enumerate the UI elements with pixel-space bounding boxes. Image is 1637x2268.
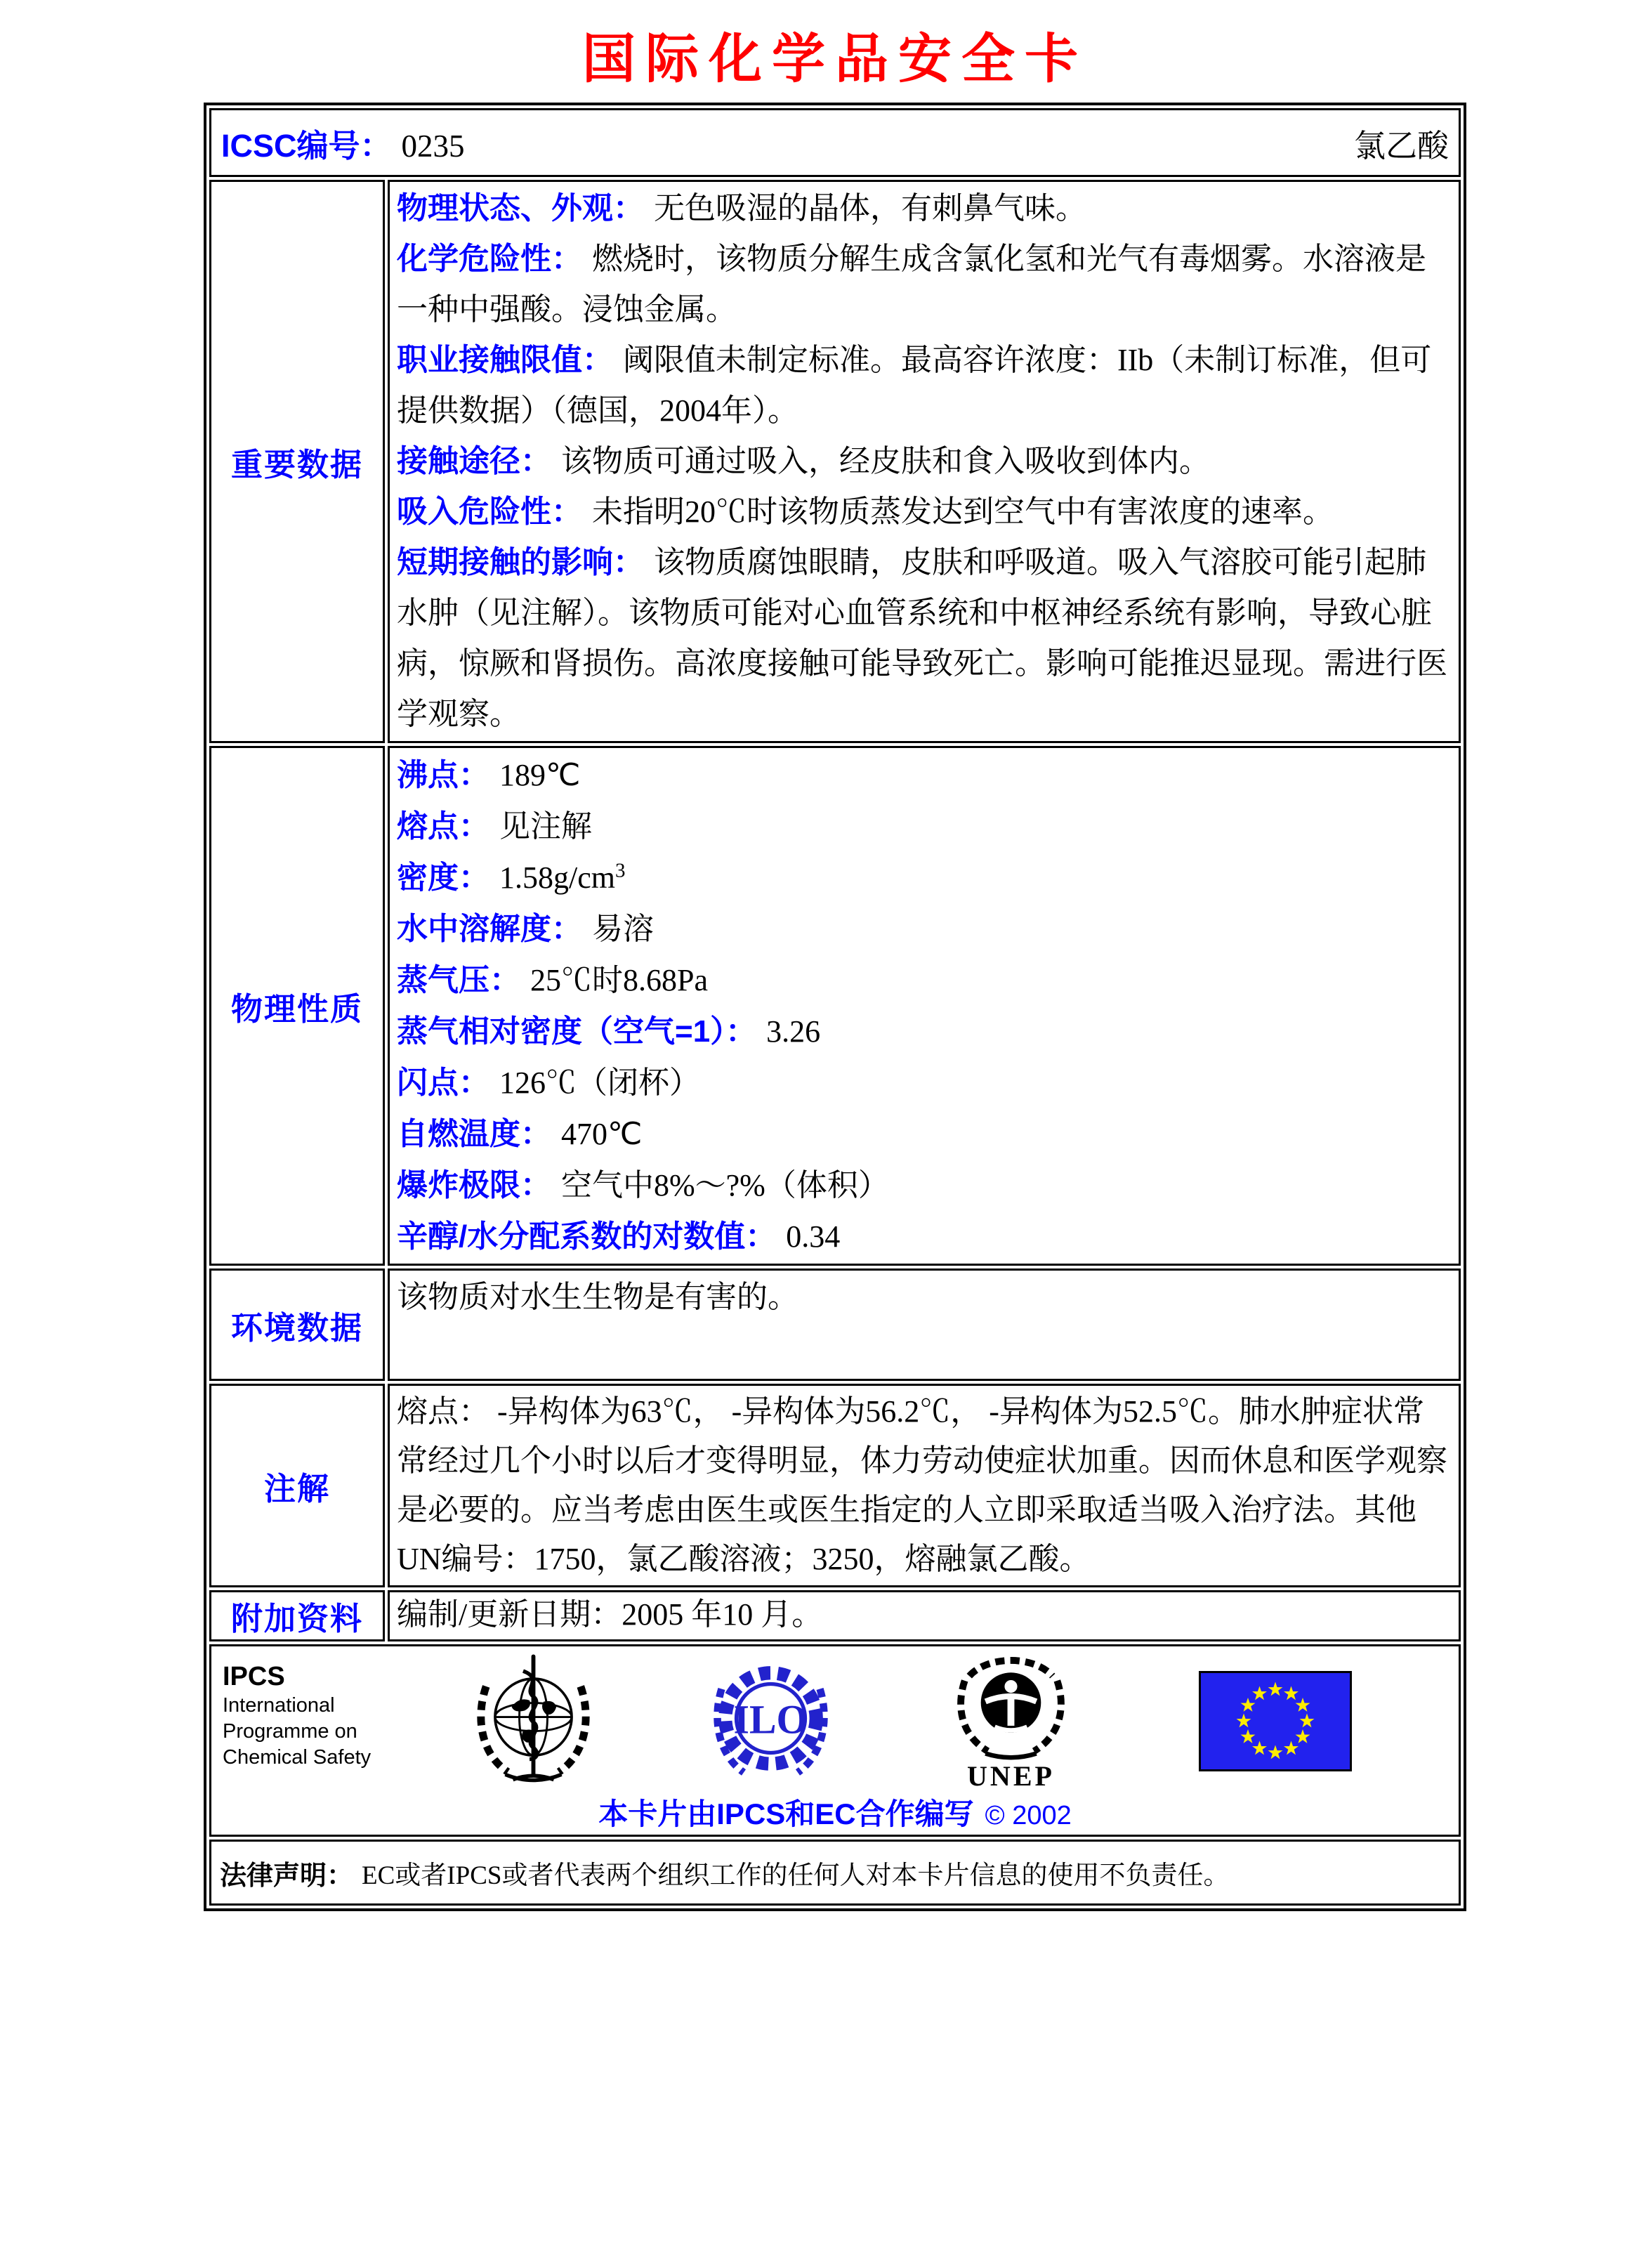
prop-melting-point xyxy=(397,801,1447,852)
logos-cell xyxy=(209,1644,1461,1837)
environmental-data-content-cell xyxy=(388,1269,1461,1381)
credit-line xyxy=(218,1791,1452,1833)
item-label: 短期接触的影响： xyxy=(397,545,644,579)
ipcs-line: Chemical Safety xyxy=(223,1746,372,1769)
unep-logo-icon xyxy=(953,1651,1069,1762)
additional-info-text: 编制/更新日期：2005 年10 月。 xyxy=(397,1597,823,1632)
prop-value: 25℃时8.68Pa xyxy=(530,963,708,997)
chemical-name: 氯乙酸 xyxy=(1353,128,1449,164)
credit-text: 本卡片由IPCS和EC合作编写 xyxy=(598,1797,974,1830)
prop-value: 3.26 xyxy=(766,1014,821,1049)
item-label: 物理状态、外观： xyxy=(397,191,644,225)
item-physical-state xyxy=(397,183,1447,234)
logo-strip xyxy=(218,1651,1452,1791)
page-title: 国际化学品安全卡 xyxy=(582,30,1088,89)
item-occupational-limit xyxy=(397,335,1447,436)
eu-flag-icon xyxy=(1199,1671,1352,1771)
prop-boiling-point xyxy=(397,749,1447,801)
prop-label: 水中溶解度： xyxy=(397,912,582,946)
prop-partition-coefficient xyxy=(397,1211,1447,1262)
prop-label: 闪点： xyxy=(397,1066,489,1100)
prop-density xyxy=(397,852,1447,903)
item-label: 化学危险性： xyxy=(397,242,582,276)
section-label-physical-properties: 物理性质 xyxy=(230,990,363,1027)
important-data-content-cell xyxy=(388,180,1461,743)
item-chemical-danger xyxy=(397,234,1447,335)
prop-value-superscript: 3 xyxy=(614,859,626,882)
ipcs-text-block xyxy=(218,1651,398,1771)
legal-row xyxy=(209,1840,1461,1906)
ipcs-acronym: IPCS xyxy=(223,1662,285,1691)
prop-autoignition-temp xyxy=(397,1108,1447,1160)
environmental-data-row xyxy=(209,1269,1461,1381)
prop-label: 爆炸极限： xyxy=(397,1168,551,1202)
prop-label: 密度： xyxy=(397,860,489,895)
prop-value: 空气中8%～?%（体积） xyxy=(561,1168,889,1202)
physical-properties-label-cell xyxy=(209,746,385,1266)
important-data-row xyxy=(209,180,1461,743)
logos-row xyxy=(209,1644,1461,1837)
prop-label: 熔点： xyxy=(397,809,489,844)
prop-value: 126℃（闭杯） xyxy=(499,1066,700,1100)
unep-logo-block xyxy=(953,1651,1069,1791)
item-text: 该物质可通过吸入，经皮肤和食入吸收到体内。 xyxy=(561,444,1210,478)
section-label-notes: 注解 xyxy=(263,1470,330,1507)
icsc-card-table xyxy=(204,103,1466,1911)
prop-value: 见注解 xyxy=(499,809,592,844)
section-label-important-data: 重要数据 xyxy=(230,446,363,483)
item-short-term-effects xyxy=(397,537,1447,740)
card-header-cell xyxy=(209,108,1461,177)
item-text: 该物质腐蚀眼睛，皮肤和呼吸道。吸入气溶胶可能引起肺水肿（见注解）。该物质可能对心血管系统和中枢神经系统有影响，导致心脏病，惊厥和肾损伤。高浓度接触可能导致死亡。影响可能推迟显现。需进行医学观察。 xyxy=(397,545,1447,731)
item-label: 吸入危险性： xyxy=(397,494,582,529)
item-text: 无色吸湿的晶体，有刺鼻气味。 xyxy=(654,191,1086,225)
item-text: 阈限值未制定标准。最高容许浓度：IIb（未制订标准，但可提供数据）（德国，2004年）。 xyxy=(397,343,1432,428)
notes-content-cell xyxy=(388,1384,1461,1587)
additional-info-label-cell xyxy=(209,1590,385,1641)
prop-label: 辛醇/水分配系数的对数值： xyxy=(397,1219,777,1254)
prop-vapor-density xyxy=(397,1006,1447,1057)
prop-label: 蒸气压： xyxy=(397,963,520,997)
additional-info-content-cell xyxy=(388,1590,1461,1641)
notes-text: 熔点： -异构体为63℃， -异构体为56.2℃， -异构体为52.5℃。肺水肿症状常常经过几个小时以后才变得明显，体力劳动使症状加重。因而休息和医学观察是必要的。应当考虑由医生或医生指定的人立即采取适当吸入治疗法。其他UN编号：1750，氯乙酸溶液；3250，熔融氯乙酸。 xyxy=(397,1394,1447,1576)
legal-notice-label: 法律声明： xyxy=(220,1861,354,1891)
icsc-card-page xyxy=(0,28,1637,1911)
prop-label: 蒸气相对密度（空气=1）： xyxy=(397,1014,757,1049)
important-data-label-cell xyxy=(209,180,385,743)
ilo-logo-text: ILO xyxy=(733,1698,808,1743)
section-label-environmental-data: 环境数据 xyxy=(230,1309,363,1346)
item-inhalation-risk xyxy=(397,487,1447,537)
who-logo-icon xyxy=(468,1651,598,1791)
item-exposure-routes xyxy=(397,436,1447,487)
icsc-number-value: 0235 xyxy=(401,128,465,164)
icsc-number-group xyxy=(221,120,465,166)
notes-row xyxy=(209,1384,1461,1587)
item-text: 未指明20℃时该物质蒸发达到空气中有害浓度的速率。 xyxy=(592,494,1334,529)
prop-value: 易溶 xyxy=(592,912,654,946)
ipcs-line: Programme on xyxy=(223,1720,357,1743)
environmental-data-text: 该物质对水生生物是有害的。 xyxy=(397,1280,798,1314)
credit-year: © 2002 xyxy=(985,1801,1072,1830)
prop-vapor-pressure xyxy=(397,955,1447,1006)
prop-label: 自燃温度： xyxy=(397,1117,551,1151)
prop-flash-point xyxy=(397,1057,1447,1108)
prop-value: 0.34 xyxy=(786,1219,841,1254)
physical-properties-row xyxy=(209,746,1461,1266)
notes-label-cell xyxy=(209,1384,385,1587)
header-row xyxy=(209,108,1461,177)
ipcs-line: International xyxy=(223,1694,335,1717)
section-label-additional-info: 附加资料 xyxy=(230,1601,363,1637)
physical-properties-content-cell xyxy=(388,746,1461,1266)
legal-cell xyxy=(209,1840,1461,1906)
ilo-logo-icon xyxy=(709,1654,832,1788)
prop-explosive-limits xyxy=(397,1160,1447,1211)
legal-notice-text: EC或者IPCS或者代表两个组织工作的任何人对本卡片信息的使用不负责任。 xyxy=(362,1861,1230,1890)
prop-value: 189℃ xyxy=(499,758,581,792)
unep-logo-text: UNEP xyxy=(967,1760,1055,1792)
item-label: 接触途径： xyxy=(397,444,551,478)
environmental-data-label-cell xyxy=(209,1269,385,1381)
prop-water-solubility xyxy=(397,903,1447,955)
prop-value: 470℃ xyxy=(561,1117,643,1151)
item-label: 职业接触限值： xyxy=(397,343,613,377)
icsc-number-label: ICSC编号： xyxy=(221,127,392,164)
prop-label: 沸点： xyxy=(397,758,489,792)
prop-value: 1.58g/cm xyxy=(499,860,615,895)
item-text: 燃烧时，该物质分解生成含氯化氢和光气有毒烟雾。水溶液是一种中强酸。浸蚀金属。 xyxy=(397,242,1426,327)
additional-info-row xyxy=(209,1590,1461,1641)
